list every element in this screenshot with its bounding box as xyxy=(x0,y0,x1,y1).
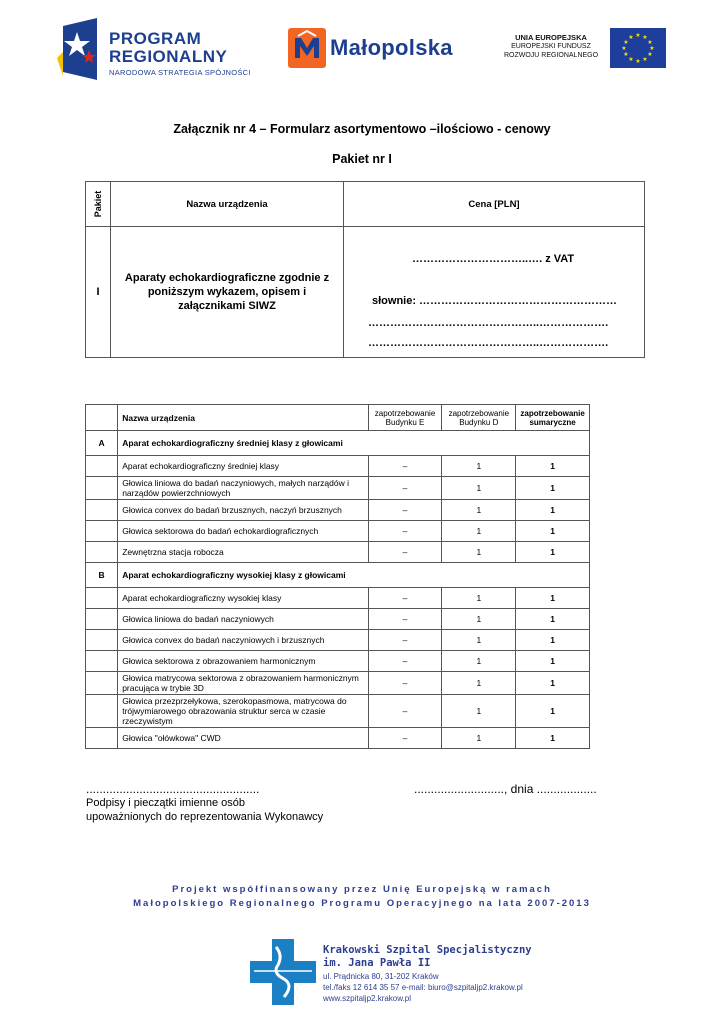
hospital-cross-icon xyxy=(250,939,316,1005)
col-pakiet-header xyxy=(86,182,111,227)
eu-line2: EUROPEJSKI FUNDUSZ xyxy=(511,43,591,50)
item-name: Głowica matrycowa sektorowa z obrazowaniem harmonicznym pracująca w trybie 3D xyxy=(118,672,368,695)
svg-text:★: ★ xyxy=(628,34,634,41)
assortment-header xyxy=(86,405,590,431)
signature-label-line1: Podpisy i pieczątki imienne osób xyxy=(86,797,245,809)
svg-text:★: ★ xyxy=(635,58,641,65)
qty-total: 1 xyxy=(516,672,590,695)
section-b-id: B xyxy=(86,563,118,588)
item-name: Głowica "ołówkowa" CWD xyxy=(118,728,368,749)
svg-text:★: ★ xyxy=(642,56,648,63)
malopolska-text: Małopolska xyxy=(330,35,453,60)
table-row xyxy=(86,500,590,521)
qty-building-e: – xyxy=(368,588,442,609)
col-name-header: Nazwa urządzenia xyxy=(118,405,368,431)
qty-total: 1 xyxy=(516,695,590,728)
hospital-info xyxy=(323,944,532,1004)
col-name-header: Nazwa urządzenia xyxy=(111,182,344,227)
program-subtitle: NARODOWA STRATEGIA SPÓJNOŚCI xyxy=(109,68,251,77)
row-lp xyxy=(86,542,118,563)
item-name: Aparat echokardiograficzny średniej klasy xyxy=(118,456,368,477)
section-b-items xyxy=(86,588,590,749)
row-lp xyxy=(86,672,118,695)
qty-building-d: 1 xyxy=(442,477,516,500)
price-words-line2: ………………………………………..………………. xyxy=(368,317,609,329)
table-row xyxy=(86,456,590,477)
row-lp xyxy=(86,630,118,651)
row-lp xyxy=(86,477,118,500)
qty-building-d: 1 xyxy=(442,630,516,651)
svg-text:★: ★ xyxy=(628,56,634,63)
table-row xyxy=(86,651,590,672)
col-pakiet-label: Pakiet xyxy=(93,190,103,218)
item-name: Głowica liniowa do badań naczyniowych, małych narządów i narządów powierzchniowych xyxy=(118,477,368,500)
qty-total: 1 xyxy=(516,521,590,542)
signature-line[interactable]: .................................................... xyxy=(86,782,260,796)
item-name: Głowica liniowa do badań naczyniowych xyxy=(118,609,368,630)
qty-building-d: 1 xyxy=(442,728,516,749)
hospital-website[interactable]: www.szpitaljp2.krakow.pl xyxy=(323,994,412,1003)
qty-total: 1 xyxy=(516,609,590,630)
qty-building-e: – xyxy=(368,456,442,477)
project-line1: Projekt współfinansowany przez Unię Europejską w ramach xyxy=(172,884,552,895)
hospital-name-line2: im. Jana Pawła II xyxy=(323,957,431,969)
price-with-vat: …………………………..…. z VAT xyxy=(412,253,575,265)
table-row xyxy=(86,630,590,651)
price-table xyxy=(85,181,645,358)
col-e-header: zapotrzebowanie Budynku E xyxy=(368,405,442,431)
table-row xyxy=(86,542,590,563)
item-name: Głowica sektorowa z obrazowaniem harmonicznym xyxy=(118,651,368,672)
svg-text:★: ★ xyxy=(642,34,648,41)
table-row xyxy=(86,672,590,695)
qty-total: 1 xyxy=(516,630,590,651)
qty-building-e: – xyxy=(368,695,442,728)
row-id: I xyxy=(86,227,111,358)
table-row xyxy=(86,728,590,749)
qty-building-e: – xyxy=(368,728,442,749)
row-lp xyxy=(86,651,118,672)
row-lp xyxy=(86,500,118,521)
qty-building-e: – xyxy=(368,500,442,521)
qty-building-e: – xyxy=(368,477,442,500)
col-price-header: Cena [PLN] xyxy=(344,182,645,227)
qty-building-d: 1 xyxy=(442,542,516,563)
qty-building-d: 1 xyxy=(442,609,516,630)
item-name: Głowica przezprzełykowa, szerokopasmowa, matrycowa do trójwymiarowego obrazowania struktur serca w czasie rzeczywistym xyxy=(118,695,368,728)
qty-building-d: 1 xyxy=(442,672,516,695)
section-b-title: Aparat echokardiograficzny wysokiej klasy z głowicami xyxy=(118,563,590,588)
qty-building-d: 1 xyxy=(442,695,516,728)
section-a-title: Aparat echokardiograficzny średniej klasy z głowicami xyxy=(118,431,590,456)
row-lp xyxy=(86,609,118,630)
qty-building-e: – xyxy=(368,542,442,563)
qty-total: 1 xyxy=(516,477,590,500)
col-sum-header: zapotrzebowanie sumaryczne xyxy=(516,405,590,431)
eu-line3: ROZWOJU REGIONALNEGO xyxy=(503,52,599,59)
malopolska-emblem-icon xyxy=(288,28,326,68)
row-lp xyxy=(86,588,118,609)
qty-total: 1 xyxy=(516,728,590,749)
qty-building-e: – xyxy=(368,651,442,672)
table-row xyxy=(86,588,590,609)
col-d-header: zapotrzebowanie Budynku D xyxy=(442,405,516,431)
program-regionalny-emblem-icon xyxy=(55,18,105,80)
document-title: Załącznik nr 4 – Formularz asortymentowo –ilościowo - cenowy xyxy=(173,122,551,136)
qty-building-e: – xyxy=(368,672,442,695)
item-name: Aparat echokardiograficzny wysokiej klasy xyxy=(118,588,368,609)
price-in-words: słownie: ……………………………………………… xyxy=(372,295,618,307)
row-lp xyxy=(86,456,118,477)
qty-building-e: – xyxy=(368,630,442,651)
eu-line1: UNIA EUROPEJSKA xyxy=(515,33,587,42)
signature-label-line2: upoważnionych do reprezentowania Wykonawcy xyxy=(86,811,324,823)
program-line2: REGIONALNY xyxy=(109,47,228,66)
svg-text:★: ★ xyxy=(647,39,653,46)
item-name: Głowica convex do badań naczyniowych i brzusznych xyxy=(118,630,368,651)
section-a-id: A xyxy=(86,431,118,456)
qty-total: 1 xyxy=(516,542,590,563)
price-cell[interactable] xyxy=(344,227,645,358)
row-lp xyxy=(86,728,118,749)
qty-building-d: 1 xyxy=(442,651,516,672)
price-words-line3: ………………………………………..………………. xyxy=(368,337,609,349)
item-name: Głowica convex do badań brzusznych, naczyń brzusznych xyxy=(118,500,368,521)
table-row xyxy=(86,695,590,728)
assortment-table xyxy=(85,404,590,749)
table-row xyxy=(86,477,590,500)
qty-total: 1 xyxy=(516,588,590,609)
qty-total: 1 xyxy=(516,456,590,477)
section-a-row xyxy=(86,431,590,456)
section-a-items xyxy=(86,456,590,563)
svg-text:★: ★ xyxy=(649,45,655,52)
program-line1: PROGRAM xyxy=(109,29,202,48)
hospital-name-line1: Krakowski Szpital Specjalistyczny xyxy=(323,944,532,956)
qty-building-e: – xyxy=(368,521,442,542)
row-name: Aparaty echokardiograficzne zgodnie z poniższym wykazem, opisem i załącznikami SIWZ xyxy=(111,227,344,358)
qty-building-d: 1 xyxy=(442,500,516,521)
qty-total: 1 xyxy=(516,651,590,672)
table-row xyxy=(86,521,590,542)
qty-building-d: 1 xyxy=(442,588,516,609)
qty-building-d: 1 xyxy=(442,521,516,542)
item-name: Zewnętrzna stacja robocza xyxy=(118,542,368,563)
package-title: Pakiet nr I xyxy=(332,152,392,166)
price-table-header xyxy=(86,182,645,227)
qty-building-d: 1 xyxy=(442,456,516,477)
section-b-row xyxy=(86,563,590,588)
table-row xyxy=(86,609,590,630)
hospital-address: ul. Prądnicka 80, 31-202 Kraków xyxy=(323,972,439,981)
row-lp xyxy=(86,695,118,728)
hospital-contact[interactable]: tel./faks 12 614 35 57 e-mail: biuro@szpitaljp2.krakow.pl xyxy=(323,983,523,992)
item-name: Głowica sektorowa do badań echokardiograficznych xyxy=(118,521,368,542)
svg-text:★: ★ xyxy=(623,51,629,58)
svg-text:★: ★ xyxy=(623,39,629,46)
date-line[interactable]: ..........................., dnia .................. xyxy=(414,782,597,796)
price-table-row xyxy=(86,227,645,358)
svg-text:★: ★ xyxy=(647,51,653,58)
signature-label xyxy=(86,796,323,824)
col-lp-header xyxy=(86,405,118,431)
project-line2: Małopolskiego Regionalnego Programu Operacyjnego na lata 2007-2013 xyxy=(133,898,591,909)
qty-total: 1 xyxy=(516,500,590,521)
svg-text:★: ★ xyxy=(621,45,627,52)
row-lp xyxy=(86,521,118,542)
eu-flag-icon xyxy=(610,28,666,68)
svg-text:★: ★ xyxy=(635,32,641,39)
qty-building-e: – xyxy=(368,609,442,630)
